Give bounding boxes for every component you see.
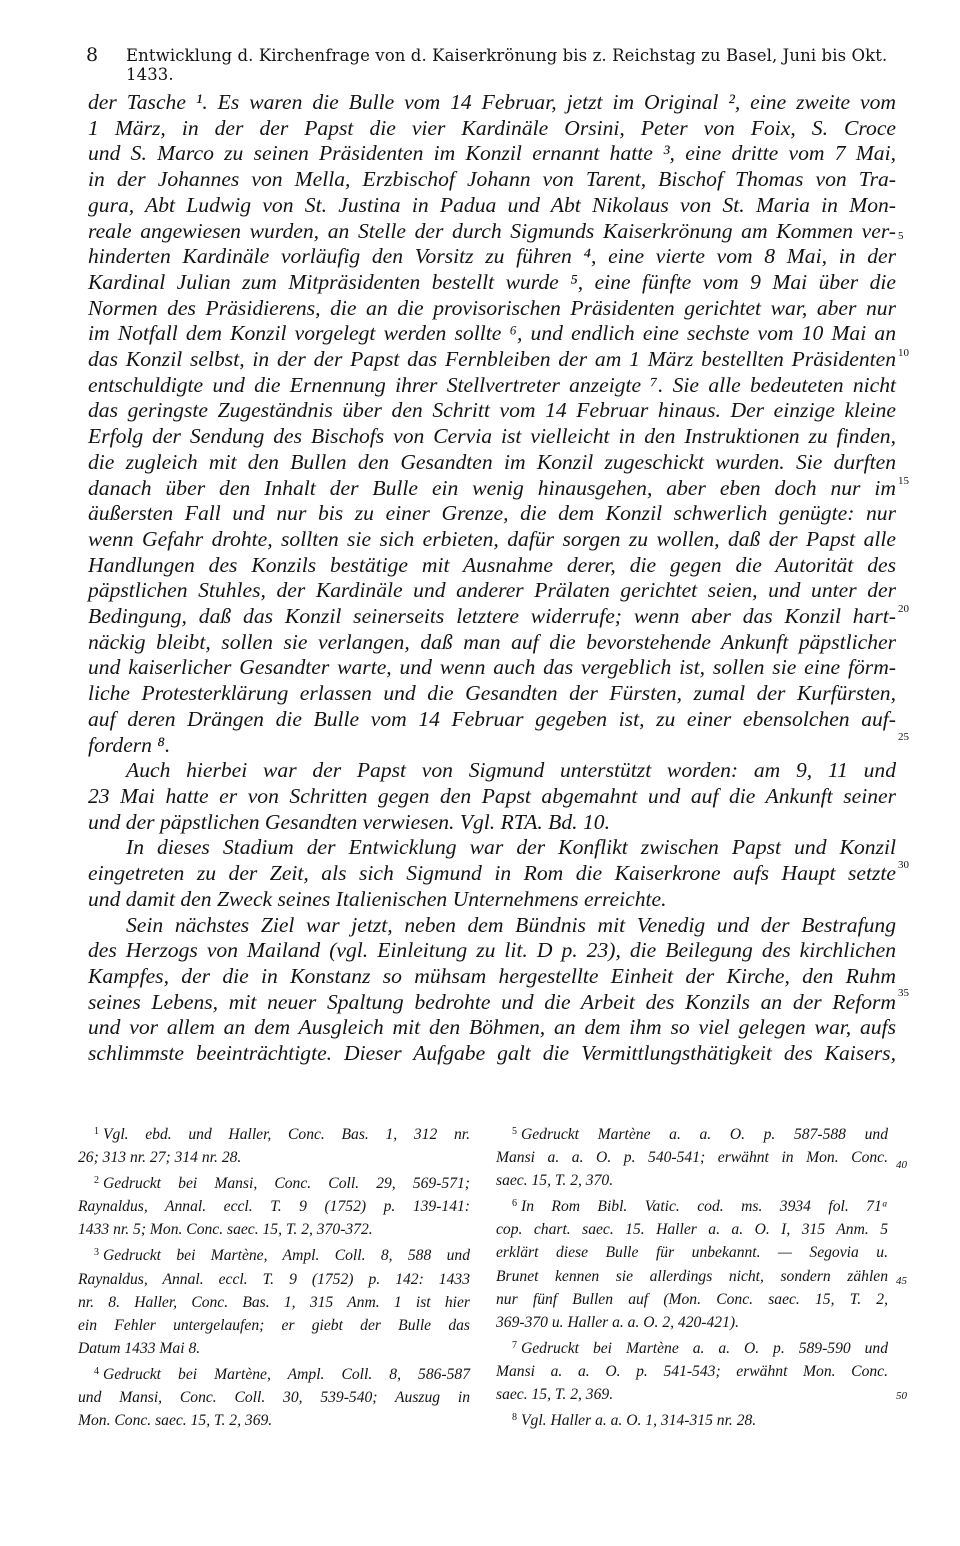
- footnote-line: Brunet kennen sie allerdings nicht, sondern zählen: [496, 1267, 888, 1285]
- footnote-number: 8: [512, 1412, 517, 1424]
- footnote-line: Gedruckt bei Martène a. a. O. p. 589-590 und: [521, 1339, 888, 1357]
- text-line: In dieses Stadium der Entwicklung war der Konflikt zwischen Papst und Konzil: [126, 835, 896, 860]
- paragraph-3: [88, 835, 896, 912]
- text-line: 23 Mai hatte er von Schritten gegen den Papst abgemahnt und auf die Ankunft seiner: [88, 783, 896, 808]
- footnote: [78, 1241, 470, 1359]
- text-line: das Konzil selbst, in der der Papst das Fernbleiben der am 1 März bestellten Präsidenten: [88, 347, 896, 372]
- footnote-line: 26; 313 nr. 27; 314 nr. 28.: [78, 1149, 242, 1167]
- line-number: 10: [898, 347, 909, 359]
- footnote-line: 1433 nr. 5; Mon. Conc. saec. 15, T. 2, 370-372.: [78, 1221, 373, 1239]
- footnote-line: saec. 15, T. 2, 369.: [496, 1386, 614, 1404]
- footnote-number: 7: [512, 1339, 517, 1351]
- page-header: [80, 44, 900, 84]
- footnote-line: Mon. Conc. saec. 15, T. 2, 369.: [78, 1412, 273, 1430]
- text-line: wenn Gefahr drohte, sollten sie sich erbieten, dafür sorgen zu wollen, daß der Papst alle: [88, 526, 896, 551]
- line-number: 25: [898, 731, 909, 743]
- paragraph-4: [88, 913, 896, 1067]
- text-line: Kardinal Julian zum Mitpräsidenten bestellt wurde ⁵, eine fünfte vom 9 Mai über die: [88, 269, 896, 294]
- paragraph-2: [88, 758, 896, 835]
- footnote-column-left: [78, 1120, 470, 1432]
- main-text: [88, 90, 896, 1067]
- text-line: im Notfall dem Konzil vorgelegt werden sollte ⁶, und endlich eine sechste vom 10 Mai an: [88, 321, 896, 346]
- text-line: näckig bleibt, sollen sie verlangen, daß man auf die bevorstehende Ankunft päpstlicher: [88, 629, 896, 654]
- line-number: 40: [896, 1159, 907, 1171]
- footnote-line: Raynaldus, Annal. eccl. T. 9 (1752) p. 142: 1433: [78, 1270, 470, 1288]
- footnote-line: ein Fehler untergelaufen; er giebt der Bulle das: [78, 1316, 470, 1334]
- footnote-number: 4: [94, 1365, 99, 1377]
- footnote-line: Datum 1433 Mai 8.: [78, 1339, 201, 1357]
- line-number-margin: [898, 90, 938, 1290]
- footnote-line: Vgl. ebd. und Haller, Conc. Bas. 1, 312 nr.: [103, 1126, 470, 1143]
- footnote-column-right: [496, 1120, 888, 1432]
- footnote-line: Gedruckt bei Martène, Ampl. Coll. 8, 588 und: [103, 1247, 470, 1265]
- text-line: äußersten Fall und nur bis zu einer Grenze, die dem Konzil schwerlich genügte: nur: [88, 501, 896, 526]
- footnote-line: saec. 15, T. 2, 370.: [496, 1172, 614, 1190]
- footnote-line: und Mansi, Conc. Coll. 30, 539-540; Auszug in: [78, 1389, 470, 1407]
- footnote-number: 3: [94, 1247, 99, 1259]
- text-line: und damit den Zweck seines Italienischen Unternehmens erreichte.: [88, 886, 667, 911]
- footnote-line: cop. chart. saec. 15. Haller a. a. O. I, 315 Anm. 5: [496, 1221, 888, 1239]
- text-line: schlimmste beeinträchtigte. Dieser Aufgabe galt die Vermittlungsthätigkeit des Kaisers,: [88, 1041, 896, 1066]
- page-number: 8: [86, 44, 99, 66]
- running-head: Entwicklung d. Kirchenfrage von d. Kaiserkrönung bis z. Reichstag zu Basel, Juni bis Okt. 1433.: [126, 46, 888, 84]
- text-line: reale angewiesen wurden, an Stelle der durch Sigmunds Kaiserkrönung am Kommen ver-: [88, 218, 896, 243]
- text-line: Auch hierbei war der Papst von Sigmund unterstützt worden: am 9, 11 und: [126, 758, 896, 783]
- footnote-number: 2: [94, 1175, 99, 1187]
- footnote-line: Gedruckt bei Mansi, Conc. Coll. 29, 569-571;: [103, 1175, 470, 1193]
- text-line: gura, Abt Ludwig von St. Justina in Padua und Abt Nikolaus von St. Maria in Mon-: [88, 192, 896, 217]
- footnote-line: Raynaldus, Annal. eccl. T. 9 (1752) p. 139-141:: [78, 1198, 470, 1216]
- text-line: fordern ⁸.: [88, 732, 171, 757]
- footnote-line: Mansi a. a. O. p. 541-543; erwähnt Mon. Conc.: [496, 1362, 888, 1380]
- text-line: Erfolg der Sendung des Bischofs von Cervia ist vielleicht in den Instruktionen zu finden,: [88, 424, 896, 449]
- text-line: Normen des Präsidierens, die an die provisorischen Präsidenten gerichtet war, aber nur: [88, 295, 896, 320]
- line-number: 5: [898, 230, 904, 242]
- text-line: Kampfes, der die in Konstanz so mühsam hergestellte Einheit der Kirche, den Ruhm: [88, 963, 896, 988]
- footnote-line: 369-370 u. Haller a. a. O. 2, 420-421).: [496, 1313, 739, 1331]
- footnote: [496, 1192, 888, 1334]
- line-number: 35: [898, 987, 909, 999]
- text-line: der Tasche ¹. Es waren die Bulle vom 14 Februar, jetzt im Original ², eine zweite vom: [88, 90, 896, 114]
- footnote: [78, 1169, 470, 1241]
- text-line: entschuldigte und die Ernennung ihrer Stellvertreter anzeigte ⁷. Sie alle bedeuteten nicht: [88, 372, 896, 397]
- footnote-line: nur fünf Bullen auf (Mon. Conc. saec. 15, T. 2,: [496, 1290, 888, 1308]
- text-line: die zugleich mit den Bullen den Gesandten im Konzil zugeschickt wurden. Sie durften: [88, 449, 896, 474]
- text-line: Sein nächstes Ziel war jetzt, neben dem Bündnis mit Venedig und der Bestrafung: [126, 912, 896, 937]
- footnote: [496, 1334, 888, 1406]
- footnote-line: Vgl. Haller a. a. O. 1, 314-315 nr. 28.: [521, 1412, 757, 1430]
- text-line: seines Lebens, mit neuer Spaltung bedrohte und die Arbeit des Konzils an der Reform: [88, 989, 896, 1014]
- text-line: liche Protesterklärung erlassen und die Gesandten der Fürsten, zumal der Kurfürsten,: [88, 681, 896, 706]
- text-line: in der Johannes von Mella, Erzbischof Johann von Tarent, Bischof Thomas von Tra-: [88, 167, 896, 192]
- text-line: hinderten Kardinäle vorläufig den Vorsitz zu führen ⁴, eine vierte vom 8 Mai, in der: [88, 244, 896, 269]
- footnote-line: Gedruckt Martène a. a. O. p. 587-588 und: [521, 1126, 888, 1143]
- footnote: [496, 1406, 888, 1432]
- text-line: und der päpstlichen Gesandten verwiesen. Vgl. RTA. Bd. 10.: [88, 809, 610, 834]
- text-line: des Herzogs von Mailand (vgl. Einleitung zu lit. D p. 23), die Beilegung des kirchlichen: [88, 938, 896, 963]
- footnote-number: 1: [94, 1126, 99, 1137]
- text-line: und vor allem an dem Ausgleich mit den Böhmen, an dem ihm so viel gelegen war, aufs: [88, 1015, 896, 1040]
- paragraph-1: [88, 90, 896, 758]
- line-number: 30: [898, 859, 909, 871]
- footnote: [78, 1360, 470, 1432]
- text-line: und S. Marco zu seinen Präsidenten im Konzil ernannt hatte ³, eine dritte vom 7 Mai,: [88, 141, 896, 166]
- line-number: 20: [898, 603, 909, 615]
- footnote-line: Gedruckt bei Martène, Ampl. Coll. 8, 586-587: [103, 1365, 470, 1383]
- footnote-line: erklärt diese Bulle für unbekannt. — Segovia u.: [496, 1244, 888, 1262]
- text-line: das geringste Zugeständnis über den Schritt vom 14 Februar hinaus. Der einzige kleine: [88, 398, 896, 423]
- line-number: 45: [896, 1275, 907, 1287]
- footnote-line: nr. 8. Haller, Conc. Bas. 1, 315 Anm. 1 ist hier: [78, 1293, 470, 1311]
- text-line: danach über den Inhalt der Bulle ein wenig hinausgehen, aber eben doch nur im: [88, 475, 896, 500]
- text-line: auf deren Drängen die Bulle vom 14 Februar gegeben ist, zu einer ebensolchen auf-: [88, 706, 896, 731]
- footnote-line: Mansi a. a. O. p. 540-541; erwähnt in Mon. Conc.: [496, 1149, 888, 1167]
- footnote-number: 5: [512, 1126, 517, 1137]
- line-number: 50: [896, 1390, 907, 1402]
- text-line: 1 März, in der der Papst die vier Kardinäle Orsini, Peter von Foix, S. Croce: [88, 115, 896, 140]
- footnote-line: In Rom Bibl. Vatic. cod. ms. 3934 fol. 71ᵃ: [521, 1198, 888, 1216]
- footnote-number: 6: [512, 1198, 517, 1210]
- text-line: eingetreten zu der Zeit, als sich Sigmund in Rom die Kaiserkrone aufs Haupt setzte: [88, 861, 896, 886]
- text-line: und kaiserlicher Gesandter warte, und wenn auch das vergeblich ist, sollen sie eine förm-: [88, 655, 896, 680]
- line-number: 15: [898, 475, 909, 487]
- text-line: Handlungen des Konzils bestätige mit Ausnahme derer, die gegen die Autorität des: [88, 552, 896, 577]
- text-line: Bedingung, daß das Konzil seinerseits letztere widerrufe; wenn aber das Konzil hart-: [88, 604, 896, 629]
- footnote: [78, 1120, 470, 1169]
- footnote: [496, 1120, 888, 1192]
- footnotes: [78, 1120, 907, 1430]
- text-line: päpstlichen Stuhles, der Kardinäle und anderer Prälaten gerichtet seien, und unter der: [88, 578, 896, 603]
